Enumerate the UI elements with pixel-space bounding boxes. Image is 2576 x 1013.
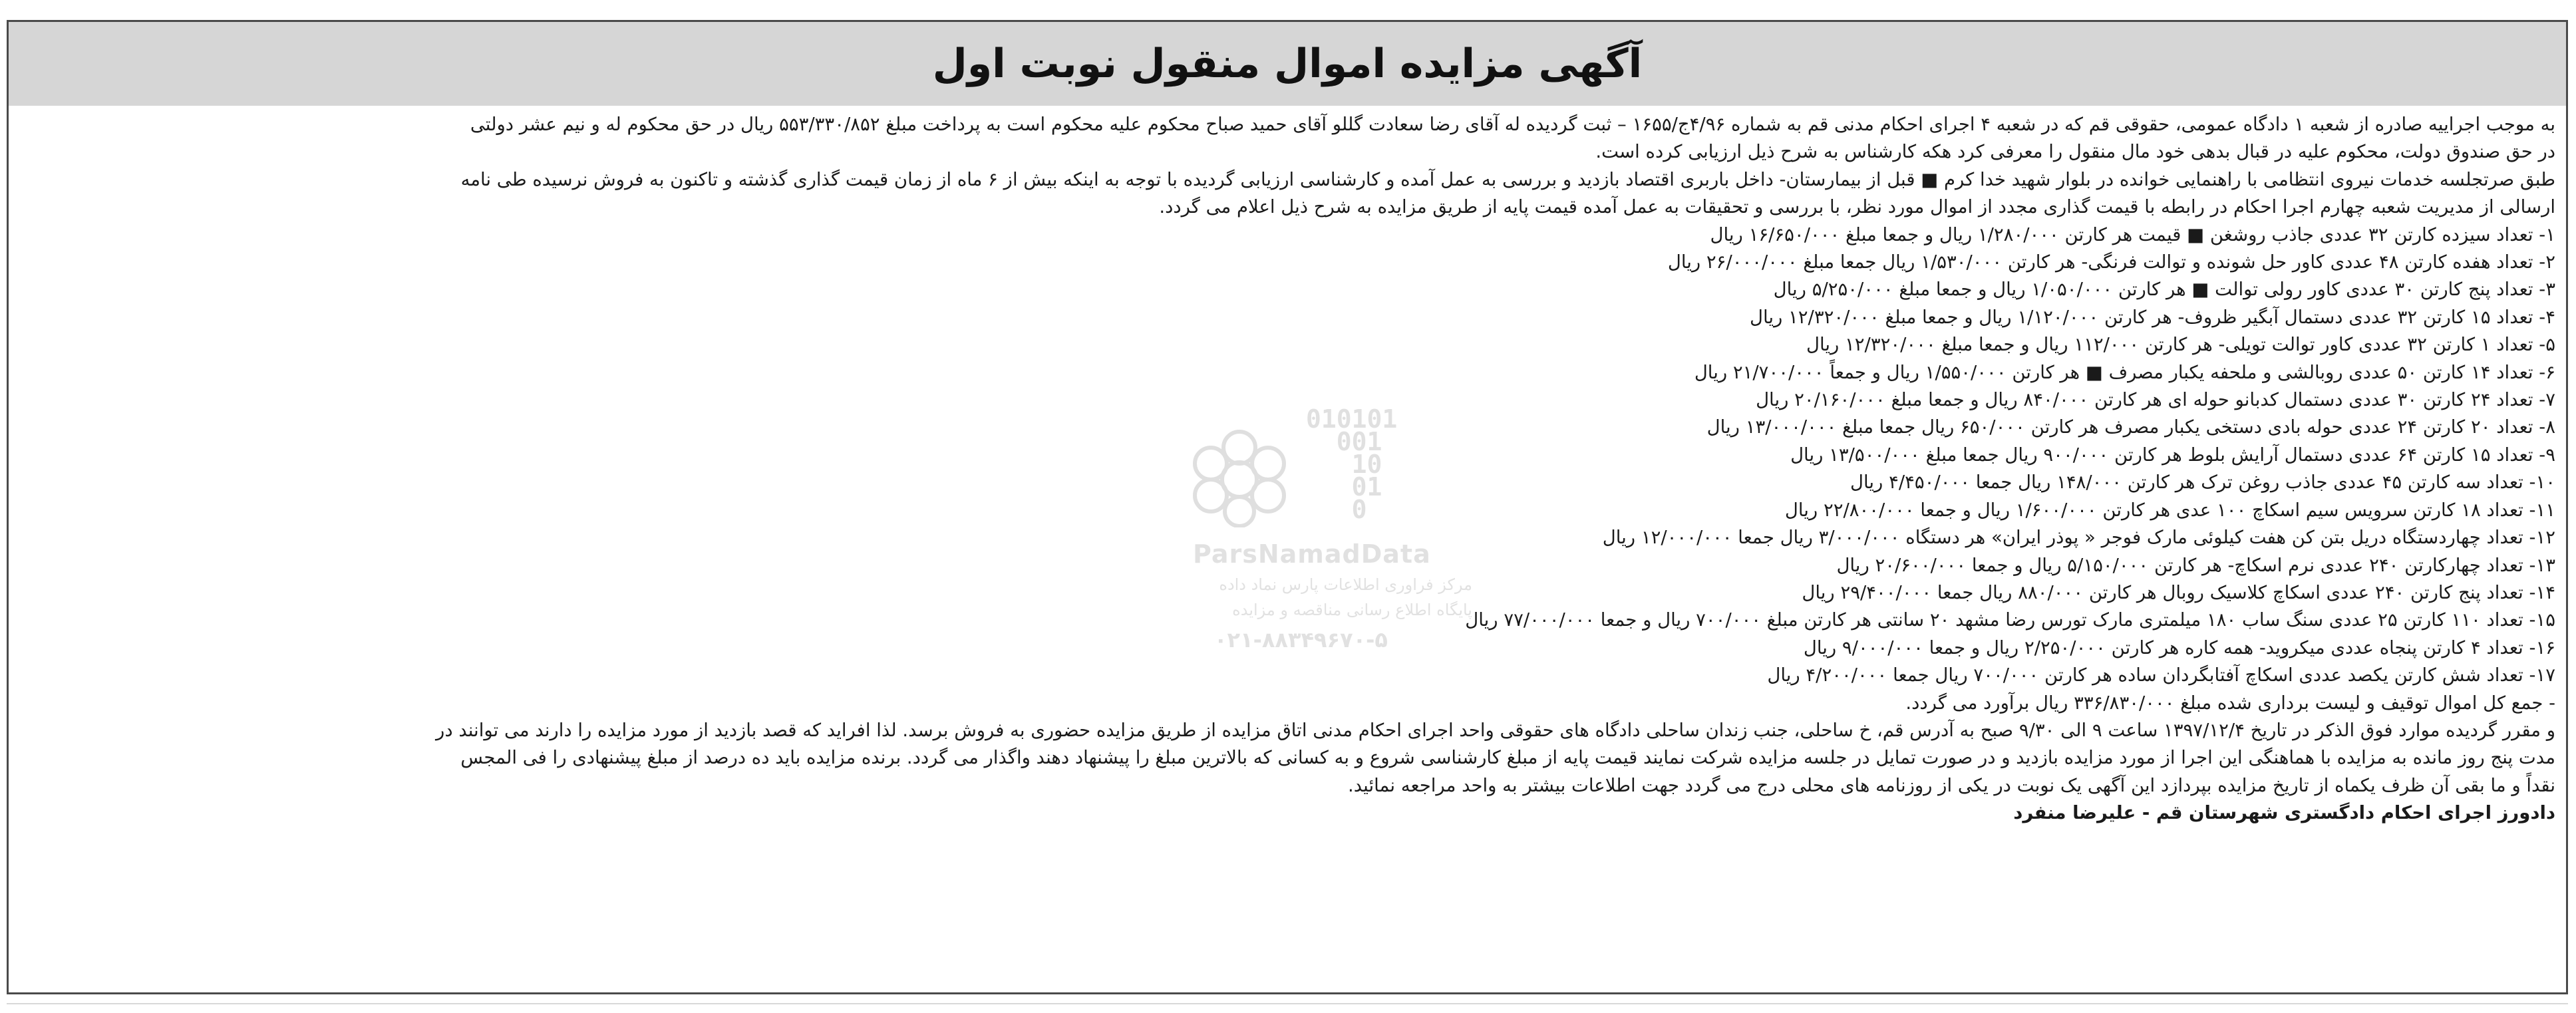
item-line: ۲- تعداد هفده کارتن ۴۸ عددی کاور حل شونده و توالت فرنگی- هر کارتن ۱/۵۳۰/۰۰۰ ریال جمعا مبلغ ۲۶/۰۰۰/۰۰۰ ریال xyxy=(1667,251,2555,273)
closing-line: و مقرر گردیده موارد فوق الذکر در تاریخ ۱۳۹۷/۱۲/۴ ساعت ۹ الی ۹/۳۰ صبح به آدرس قم، خ ساحلی، جنب زندان ساحلی دادگاه های حقوقی واحد اجرای احکام مدنی اتاق مزایده از طریق مزایده حضوری به فروش برسد. لذا افراید که قصد بازدید از مورد مزایده را دارند می توانند در xyxy=(436,719,2555,741)
item-line: ۳- تعداد پنج کارتن ۳۰ عددی کاور رولی توالت ■ هر کارتن ۱/۰۵۰/۰۰۰ ریال و جمعا مبلغ ۵/۲۵۰/۰۰۰ ریال xyxy=(1773,279,2555,301)
item-line: ۹- تعداد ۱۵ کارتن ۶۴ عددی دستمال آرایش بلوط هر کارتن ۹۰۰/۰۰۰ ریال جمعا مبلغ ۱۳/۵۰۰/۰۰۰ ریال xyxy=(1790,444,2555,466)
signature: دادورز اجرای احکام دادگستری شهرستان قم - علیرضا منفرد xyxy=(2013,802,2555,824)
total-line: - جمع کل اموال توقیف و لیست برداری شده مبلغ ۳۳۶/۸۳۰/۰۰۰ ریال برآورد می گردد. xyxy=(1905,692,2555,714)
notice-frame xyxy=(7,20,2568,994)
watermark-subtitle: پایگاه اطلاع رسانی مناقصه و مزایده xyxy=(1232,601,1472,619)
item-line: ۱۴- تعداد پنج کارتن ۲۴۰ عددی اسکاچ کلاسیک روبال هر کارتن ۸۸۰/۰۰۰ ریال جمعا ۲۹/۴۰۰/۰۰۰ ریال xyxy=(1802,581,2555,603)
item-line: ۱۶- تعداد ۴ کارتن پنجاه عددی میکروید- همه کاره هر کارتن ۲/۲۵۰/۰۰۰ ریال و جمعا ۹/۰۰۰/۰۰۰ ریال xyxy=(1803,637,2555,658)
item-line: ۱- تعداد سیزده کارتن ۳۲ عددی جاذب روشغن ■ قیمت هر کارتن ۱/۲۸۰/۰۰۰ ریال و جمعا مبلغ ۱۶/۶۵۰/۰۰۰ ریال xyxy=(1710,223,2555,245)
notice-body xyxy=(18,111,2555,987)
item-line: ۷- تعداد ۲۴ کارتن ۳۰ عددی دستمال کدبانو حوله ای هر کارتن ۸۴۰/۰۰۰ ریال و جمعا مبلغ ۲۰/۱۶۰/۰۰۰ ریال xyxy=(1756,389,2555,411)
closing-line: نقداً و ما بقی آن ظرف یکماه از تاریخ مزایده بپردازد این آگهی یک نوبت در یکی از روزنامه های محلی درج می گردد جهت اطلاعات بیشتر به واحد مراجعه نمائید. xyxy=(1347,774,2555,796)
watermark-phone: ۰۲۱-۸۸۳۴۹۶۷۰-۵ xyxy=(1214,627,1388,652)
item-line: ۱۰- تعداد سه کارتن ۴۵ عددی جاذب روغن ترک هر کارتن ۱۴۸/۰۰۰ ریال جمعا ۴/۴۵۰/۰۰۰ ریال xyxy=(1850,472,2555,494)
notice-title: آگهی مزایده اموال منقول نوبت اول xyxy=(932,41,1643,87)
bottom-divider xyxy=(7,1003,2568,1004)
intro-line: در حق صندوق دولت، محکوم علیه در قبال بدهی خود مال منقول را معرفی کرد هکه کارشناس به شرح ذیل ارزیابی کرده است. xyxy=(1595,141,2555,163)
item-line: ۱۳- تعداد چهارکارتن ۲۴۰ عددی نرم اسکاچ- هر کارتن ۵/۱۵۰/۰۰۰ ریال و جمعا ۲۰/۶۰۰/۰۰۰ ریال xyxy=(1836,554,2555,576)
item-line: ۵- تعداد ۱ کارتن ۳۲ عددی کاور توالت تویلی- هر کارتن ۱۱۲/۰۰۰ ریال و جمعا مبلغ ۱۲/۳۲۰/۰۰۰ ریال xyxy=(1806,334,2555,356)
intro-line: ارسالی از مدیریت شعبه چهارم اجرا احکام در رابطه با قیمت گذاری مجدد از اموال مورد نظر، با بررسی و تحقیقات به عمل آمده قیمت پایه از طریق مزایده به شرح ذیل اعلام می گردد. xyxy=(1159,196,2555,218)
item-line: ۸- تعداد ۲۰ کارتن ۲۴ عددی حوله بادی دستخی یکبار مصرف هر کارتن ۶۵۰/۰۰۰ ریال جمعا مبلغ ۱۳/۰۰۰/۰۰۰ ریال xyxy=(1706,416,2555,438)
intro-line: طبق صرتجلسه خدمات نیروی انتظامی با راهنمایی خوانده در بلوار شهید خدا کرم ■ قبل از بیمارستان- داخل باربری اقتصاد بازدید و بررسی به عمل آمده و کارشناسی ارزیابی گردیده با توجه به اینکه بیش از ۶ ماه از زمان قیمت گذاری گذشته و تاکنون به فروش نرسیده طی نامه xyxy=(460,168,2555,190)
item-line: ۱۲- تعداد چهاردستگاه دریل بتن کن هفت کیلوئی مارک فوجر « پوذر ایران» هر دستگاه ۳/۰۰۰/۰۰۰ ریال جمعا ۱۲/۰۰۰/۰۰۰ ریال xyxy=(1602,527,2555,549)
item-line: ۴- تعداد ۱۵ کارتن ۳۲ عددی دستمال آبگیر ظروف- هر کارتن ۱/۱۲۰/۰۰۰ ریال و جمعا مبلغ ۱۲/۳۲۰/۰۰۰ ریال xyxy=(1749,306,2555,328)
watermark-brand: ParsNamadData xyxy=(1193,539,1431,569)
title-bar xyxy=(9,22,2566,106)
closing-line: مدت پنج روز مانده به مزایده با هماهنگی این اجرا از مورد مزایده بازدید و در صورت تمایل در جلسه مزایده شرکت نمایند قیمت پایه از مبلغ کارشناسی شروع و به کسانی که بالاترین مبلغ را پیشنهاد دهند واگذار می گردد. برنده مزایده باید ده درصد از مبلغ پیشنهادی را فی المجس xyxy=(460,747,2555,769)
item-line: ۶- تعداد ۱۴ کارتن ۵۰ عددی روبالشی و ملحفه یکبار مصرف ■ هر کارتن ۱/۵۵۰/۰۰۰ ریال و جمعاً ۲۱/۷۰۰/۰۰۰ ریال xyxy=(1694,361,2555,383)
intro-line: به موجب اجراییه صادره از شعبه ۱ دادگاه عمومی، حقوقی قم که در شعبه ۴ اجرای احکام مدنی قم به شماره ۴/۹۶ج/۱۶۵۵ – ثبت گردیده له آقای رضا سعادت گللو آقای حمید صباح محکوم علیه محکوم است به پرداخت مبلغ ۵۵۳/۳۳۰/۸۵۲ ریال در حق محکوم له و نیم عشر دولتی xyxy=(470,114,2555,135)
item-line: ۱۵- تعداد ۱۱۰ کارتن ۲۵ عددی سنگ ساب ۱۸۰ میلمتری مارک تورس رضا مشهد ۲۰ سانتی هر کارتن مبلغ ۷۰۰/۰۰۰ ریال و جمعا ۷۷/۰۰۰/۰۰۰ ریال xyxy=(1465,609,2555,631)
item-line: ۱۱- تعداد ۱۸ کارتن سرویس سیم اسکاچ ۱۰۰ عدی هر کارتن ۱/۶۰۰/۰۰۰ ریال و جمعا ۲۲/۸۰۰/۰۰۰ ریال xyxy=(1784,499,2555,521)
watermark-digits: 010101 001 10 01 0 xyxy=(1306,404,1398,524)
watermark-subtitle: مرکز فراوری اطلاعات پارس نماد داده xyxy=(1219,575,1472,594)
item-line: ۱۷- تعداد شش کارتن یکصد عددی اسکاچ آفتابگردان ساده هر کارتن ۷۰۰/۰۰۰ ریال جمعا ۴/۲۰۰/۰۰۰ ریال xyxy=(1767,664,2555,686)
